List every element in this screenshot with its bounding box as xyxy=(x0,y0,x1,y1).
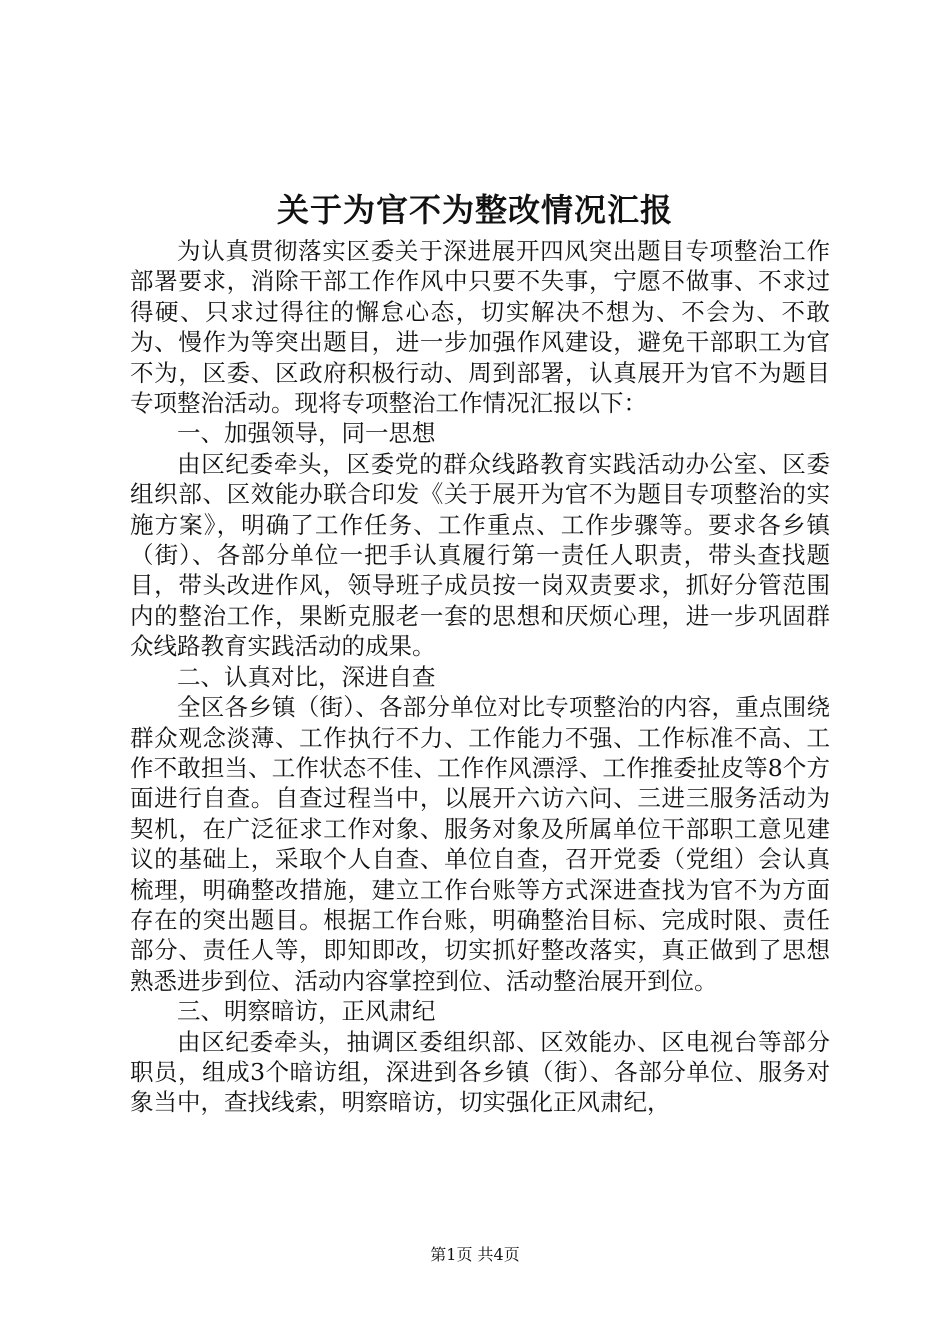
section-paragraph-3: 由区纪委牵头，抽调区委组织部、区效能办、区电视台等部分职员，组成3个暗访组，深进到各乡镇（街）、各部分单位、服务对象当中，查找线索，明察暗访，切实强化正风肃纪， xyxy=(130,1027,830,1117)
document-body xyxy=(130,236,830,1118)
section-paragraph-1: 由区纪委牵头，区委党的群众线路教育实践活动办公室、区委组织部、区效能办联合印发《关于展开为官不为题目专项整治的实施方案》，明确了工作任务、工作重点、工作步骤等。要求各乡镇（街）、各部分单位一把手认真履行第一责任人职责，带头查找题目，带头改进作风，领导班子成员按一岗双责要求，抓好分管范围内的整治工作，果断克服老一套的思想和厌烦心理，进一步巩固群众线路教育实践活动的成果。 xyxy=(130,449,830,661)
section-paragraph-2: 全区各乡镇（街）、各部分单位对比专项整治的内容，重点围绕群众观念淡薄、工作执行不力、工作能力不强、工作标准不高、工作不敢担当、工作状态不佳、工作作风漂浮、工作推委扯皮等8个方面进行自查。自查过程当中，以展开六访六问、三进三服务活动为契机，在广泛征求工作对象、服务对象及所属单位干部职工意见建议的基础上，采取个人自查、单位自查，召开党委（党组）会认真梳理，明确整改措施，建立工作台账等方式深进查找为官不为方面存在的突出题目。根据工作台账，明确整治目标、完成时限、责任部分、责任人等，即知即改，切实抓好整改落实，真正做到了思想熟悉进步到位、活动内容掌控到位、活动整治展开到位。 xyxy=(130,693,830,995)
section-heading-1: 一、加强领导，同一思想 xyxy=(177,419,436,448)
section-heading-2: 二、认真对比，深进自查 xyxy=(177,662,436,691)
document-title: 关于为官不为整改情况汇报 xyxy=(276,191,673,229)
section-heading-3: 三、明察暗访，正风肃纪 xyxy=(177,997,436,1026)
intro-paragraph: 为认真贯彻落实区委关于深进展开四风突出题目专项整治工作部署要求，消除干部工作作风中只要不失事，宁愿不做事、不求过得硬、只求过得往的懈怠心态，切实解决不想为、不会为、不敢为、慢作为等突出题目，进一步加强作风建设，避免干部职工为官不为，区委、区政府积极行动、周到部署，认真展开为官不为题目专项整治活动。现将专项整治工作情况汇报以下： xyxy=(130,237,830,418)
page-number-footer: 第1页 共4页 xyxy=(430,1245,520,1264)
